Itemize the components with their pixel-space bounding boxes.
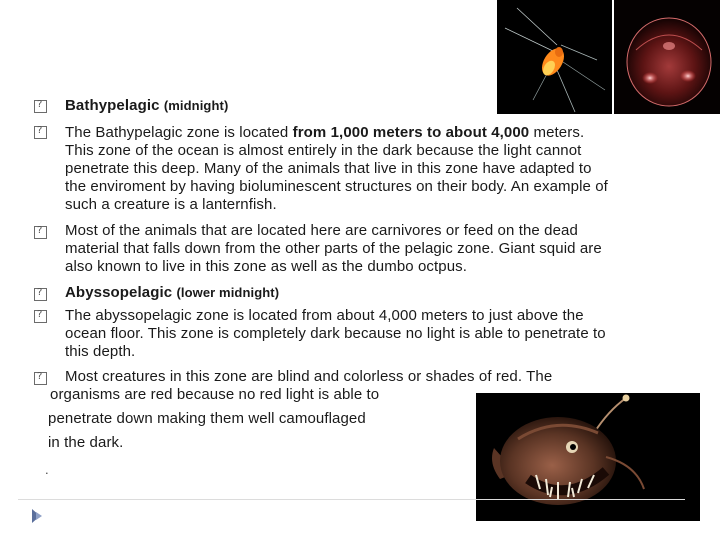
bullet-box-icon bbox=[34, 126, 47, 139]
bathy-p1-text-a: The Bathypelagic zone is located bbox=[65, 124, 293, 141]
nav-arrow-icon[interactable] bbox=[22, 506, 50, 526]
abyssopelagic-title: Abyssopelagic bbox=[65, 284, 173, 301]
plankton-photo bbox=[497, 0, 612, 114]
bathypelagic-heading bbox=[65, 97, 228, 115]
abyssopelagic-subtitle: (lower midnight) bbox=[176, 285, 280, 300]
bathy-paragraph-2-line-1: Most of the animals that are located here are carnivores or feed on the dead bbox=[65, 222, 578, 239]
bathypelagic-title: Bathypelagic bbox=[65, 97, 160, 114]
bathy-paragraph-1-line-2: This zone of the ocean is almost entirely in the dark because the light cannot bbox=[65, 142, 582, 159]
bullet-box-icon bbox=[34, 310, 47, 323]
abysso-paragraph-1-line-2: ocean floor. This zone is completely dark because no light is able to penetrate to bbox=[65, 325, 606, 342]
bathy-p1-text-c: meters. bbox=[529, 124, 585, 141]
abysso-paragraph-2-line-1: Most creatures in this zone are blind and colorless or shades of red. The bbox=[65, 368, 553, 385]
bullet-box-icon bbox=[34, 288, 47, 301]
abysso-paragraph-2-line-2: organisms are red because no red light is able to bbox=[50, 386, 380, 403]
abysso-paragraph-2-line-4: in the dark. bbox=[48, 434, 124, 451]
bathy-p1-depth-range: from 1,000 meters to about 4,000 bbox=[292, 124, 530, 141]
abyssopelagic-heading bbox=[65, 284, 279, 302]
bullet-box-icon bbox=[34, 226, 47, 239]
anglerfish-illustration bbox=[476, 393, 700, 521]
bathy-paragraph-2-line-2: material that falls down from the other parts of the pelagic zone. Giant squid are bbox=[65, 240, 602, 257]
abysso-paragraph-1-line-3: this depth. bbox=[65, 343, 136, 360]
bathy-paragraph-1-line-4: the enviroment by having bioluminescent structures on their body. An example of bbox=[65, 178, 608, 195]
bathypelagic-subtitle: (midnight) bbox=[163, 98, 229, 113]
footer-divider bbox=[18, 499, 685, 500]
bullet-box-icon bbox=[34, 100, 47, 113]
trailing-dot: . bbox=[45, 462, 49, 477]
bathy-paragraph-2-line-3: also known to live in this zone as well as the dumbo octpus. bbox=[65, 258, 468, 275]
abysso-paragraph-1-line-1: The abyssopelagic zone is located from about 4,000 meters to just above the bbox=[65, 307, 584, 324]
anglerfish-photo bbox=[476, 393, 700, 521]
plankton-illustration bbox=[497, 0, 612, 114]
bathy-paragraph-1-line-3: penetrate this deep. Many of the animals that live in this zone have adapted to bbox=[65, 160, 592, 177]
bullet-box-icon bbox=[34, 372, 47, 385]
bathy-paragraph-1-line-5: such a creature is a lanternfish. bbox=[65, 196, 277, 213]
abysso-paragraph-2-line-3: penetrate down making them well camouflaged bbox=[48, 410, 366, 427]
jellyfish-illustration bbox=[614, 0, 720, 114]
jellyfish-photo bbox=[614, 0, 720, 114]
bathy-paragraph-1-line-1 bbox=[65, 124, 584, 142]
